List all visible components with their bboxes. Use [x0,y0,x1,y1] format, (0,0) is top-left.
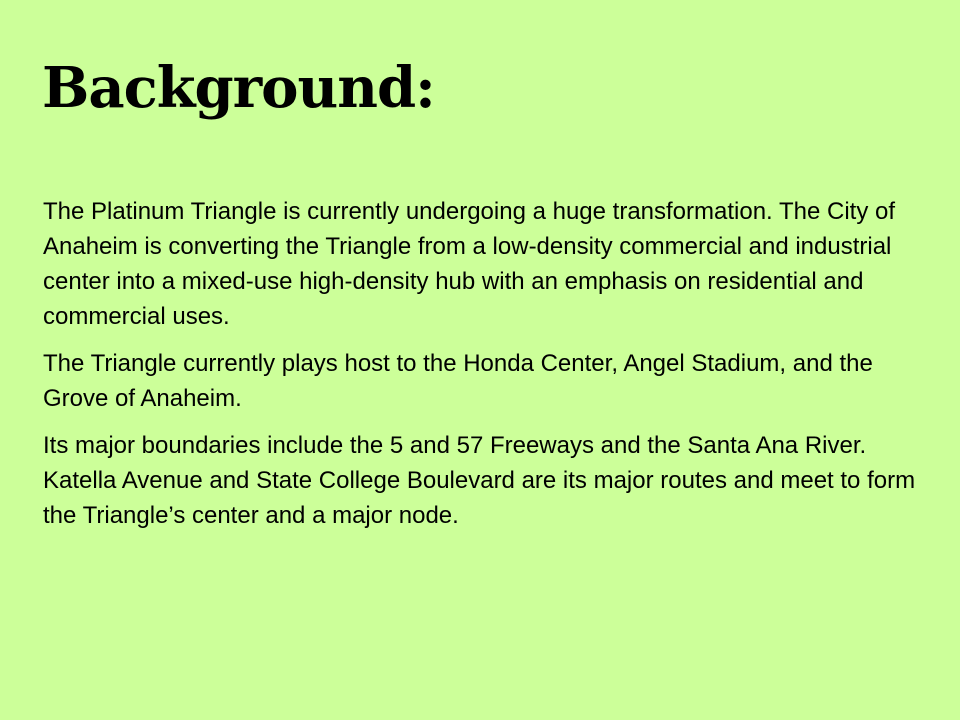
slide-title: Background: [42,55,435,121]
slide-body [43,194,923,545]
paragraph-venues: The Triangle currently plays host to the Honda Center, Angel Stadium, and the Grove of Anaheim. [43,350,873,412]
paragraph-boundaries: Its major boundaries include the 5 and 57 Freeways and the Santa Ana River. Katella Avenue and State College Boulevard are its major routes and meet to form the Triangle’s center and a major node. [43,432,916,529]
paragraph-transformation: The Platinum Triangle is currently undergoing a huge transformation. The City of Anaheim is converting the Triangle from a low-density commercial and industrial center into a mixed-use high-density hub with an emphasis on residential and commercial uses. [43,198,895,330]
